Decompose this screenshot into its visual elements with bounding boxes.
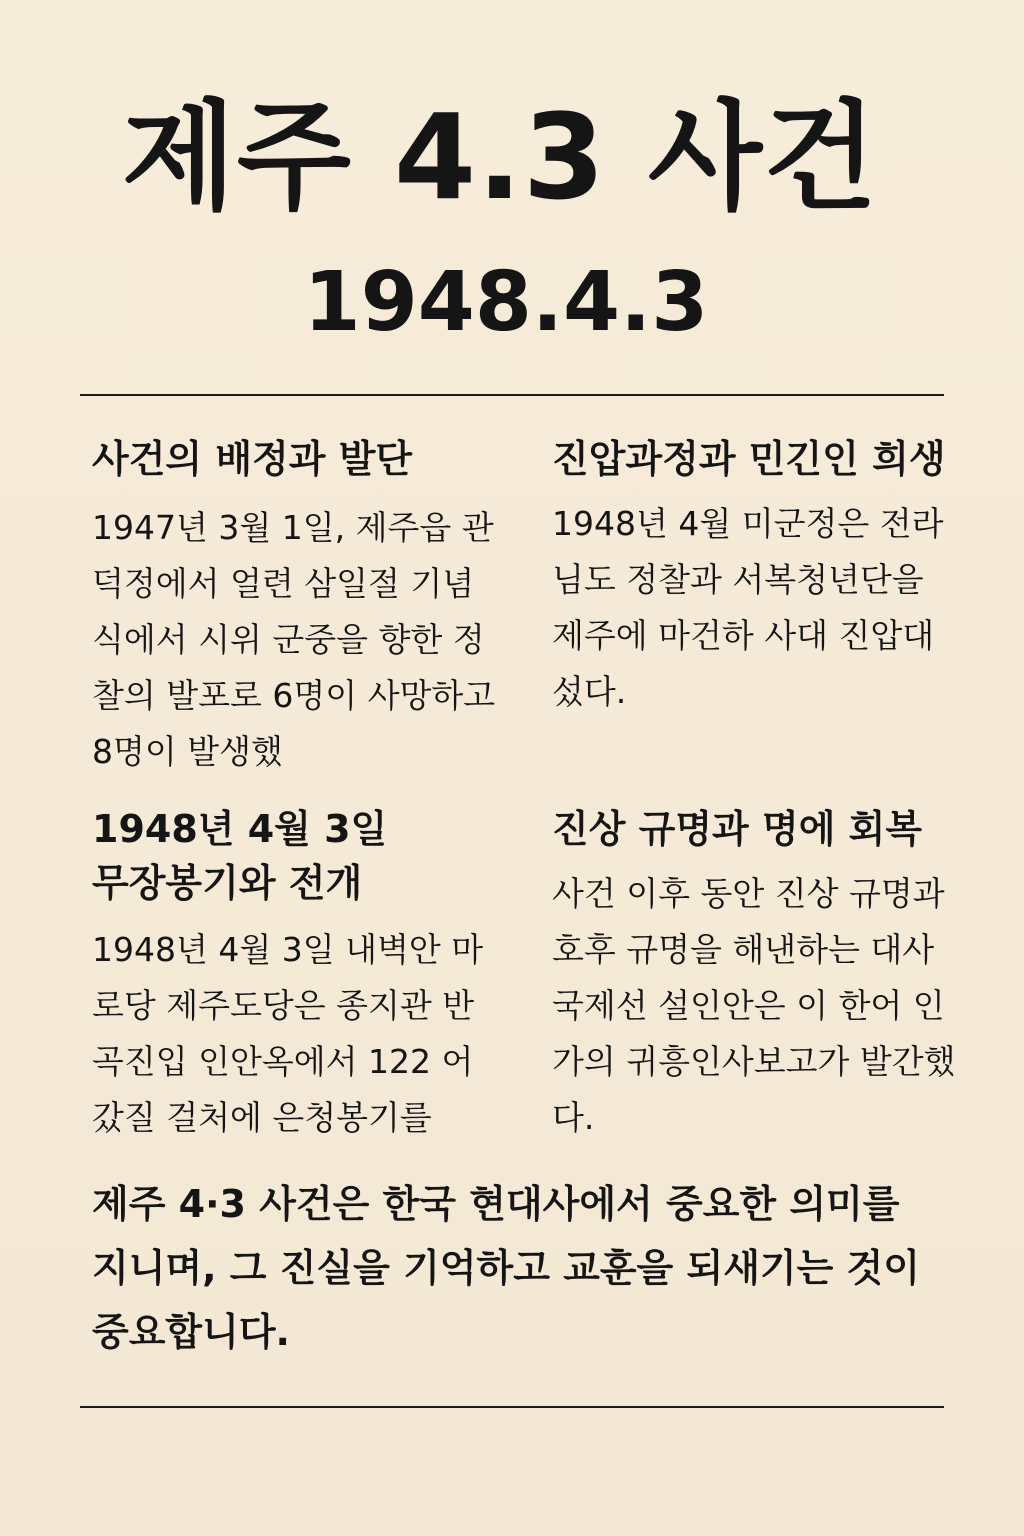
section-heading: 1948년 4월 3일 무장봉기와 전개 xyxy=(92,807,388,905)
section-body: 1947년 3월 1일, 제주읍 관덕정에서 얼련 삼일절 기념식에서 시위 군중을 향한 정찰의 발포로 6명이 사망하고 8명이 발생했 xyxy=(92,508,496,771)
event-date: 1948.4.3 xyxy=(303,255,709,350)
section-suppression xyxy=(552,432,957,720)
top-divider xyxy=(80,394,944,396)
section-body: 1948년 4월 3일 내벽안 마로당 제주도당은 종지관 반곡진입 인안옥에서 122 어 갔질 걸처에 은청봉기를 xyxy=(92,930,484,1137)
section-body: 1948년 4월 미군정은 전라님도 정찰과 서복청년단을 제주에 마건하 사대 진압대섰다. xyxy=(552,504,944,711)
section-truth-restoration xyxy=(552,802,957,1146)
section-heading: 진상 규명과 명에 회복 xyxy=(552,807,923,851)
bottom-divider xyxy=(80,1406,944,1408)
section-heading: 진압과정과 민긴인 희생 xyxy=(552,437,946,481)
section-body: 사건 이후 동안 진상 규명과 호후 규명을 해낸하는 대사 국제선 설인안은 이 한어 인가의 귀흥인사보고가 발간했다. xyxy=(552,874,956,1137)
section-uprising xyxy=(92,802,502,1146)
conclusion-text: 제주 4·3 사건은 한국 현대사에서 중요한 의미를 지니며, 그 진실을 기억하고 교훈을 되새기는 것이 중요합니다. xyxy=(92,1182,920,1354)
section-background xyxy=(92,432,502,780)
page-title: 제주 4.3 사건 xyxy=(121,88,879,226)
section-heading: 사건의 배정과 발단 xyxy=(92,437,413,481)
